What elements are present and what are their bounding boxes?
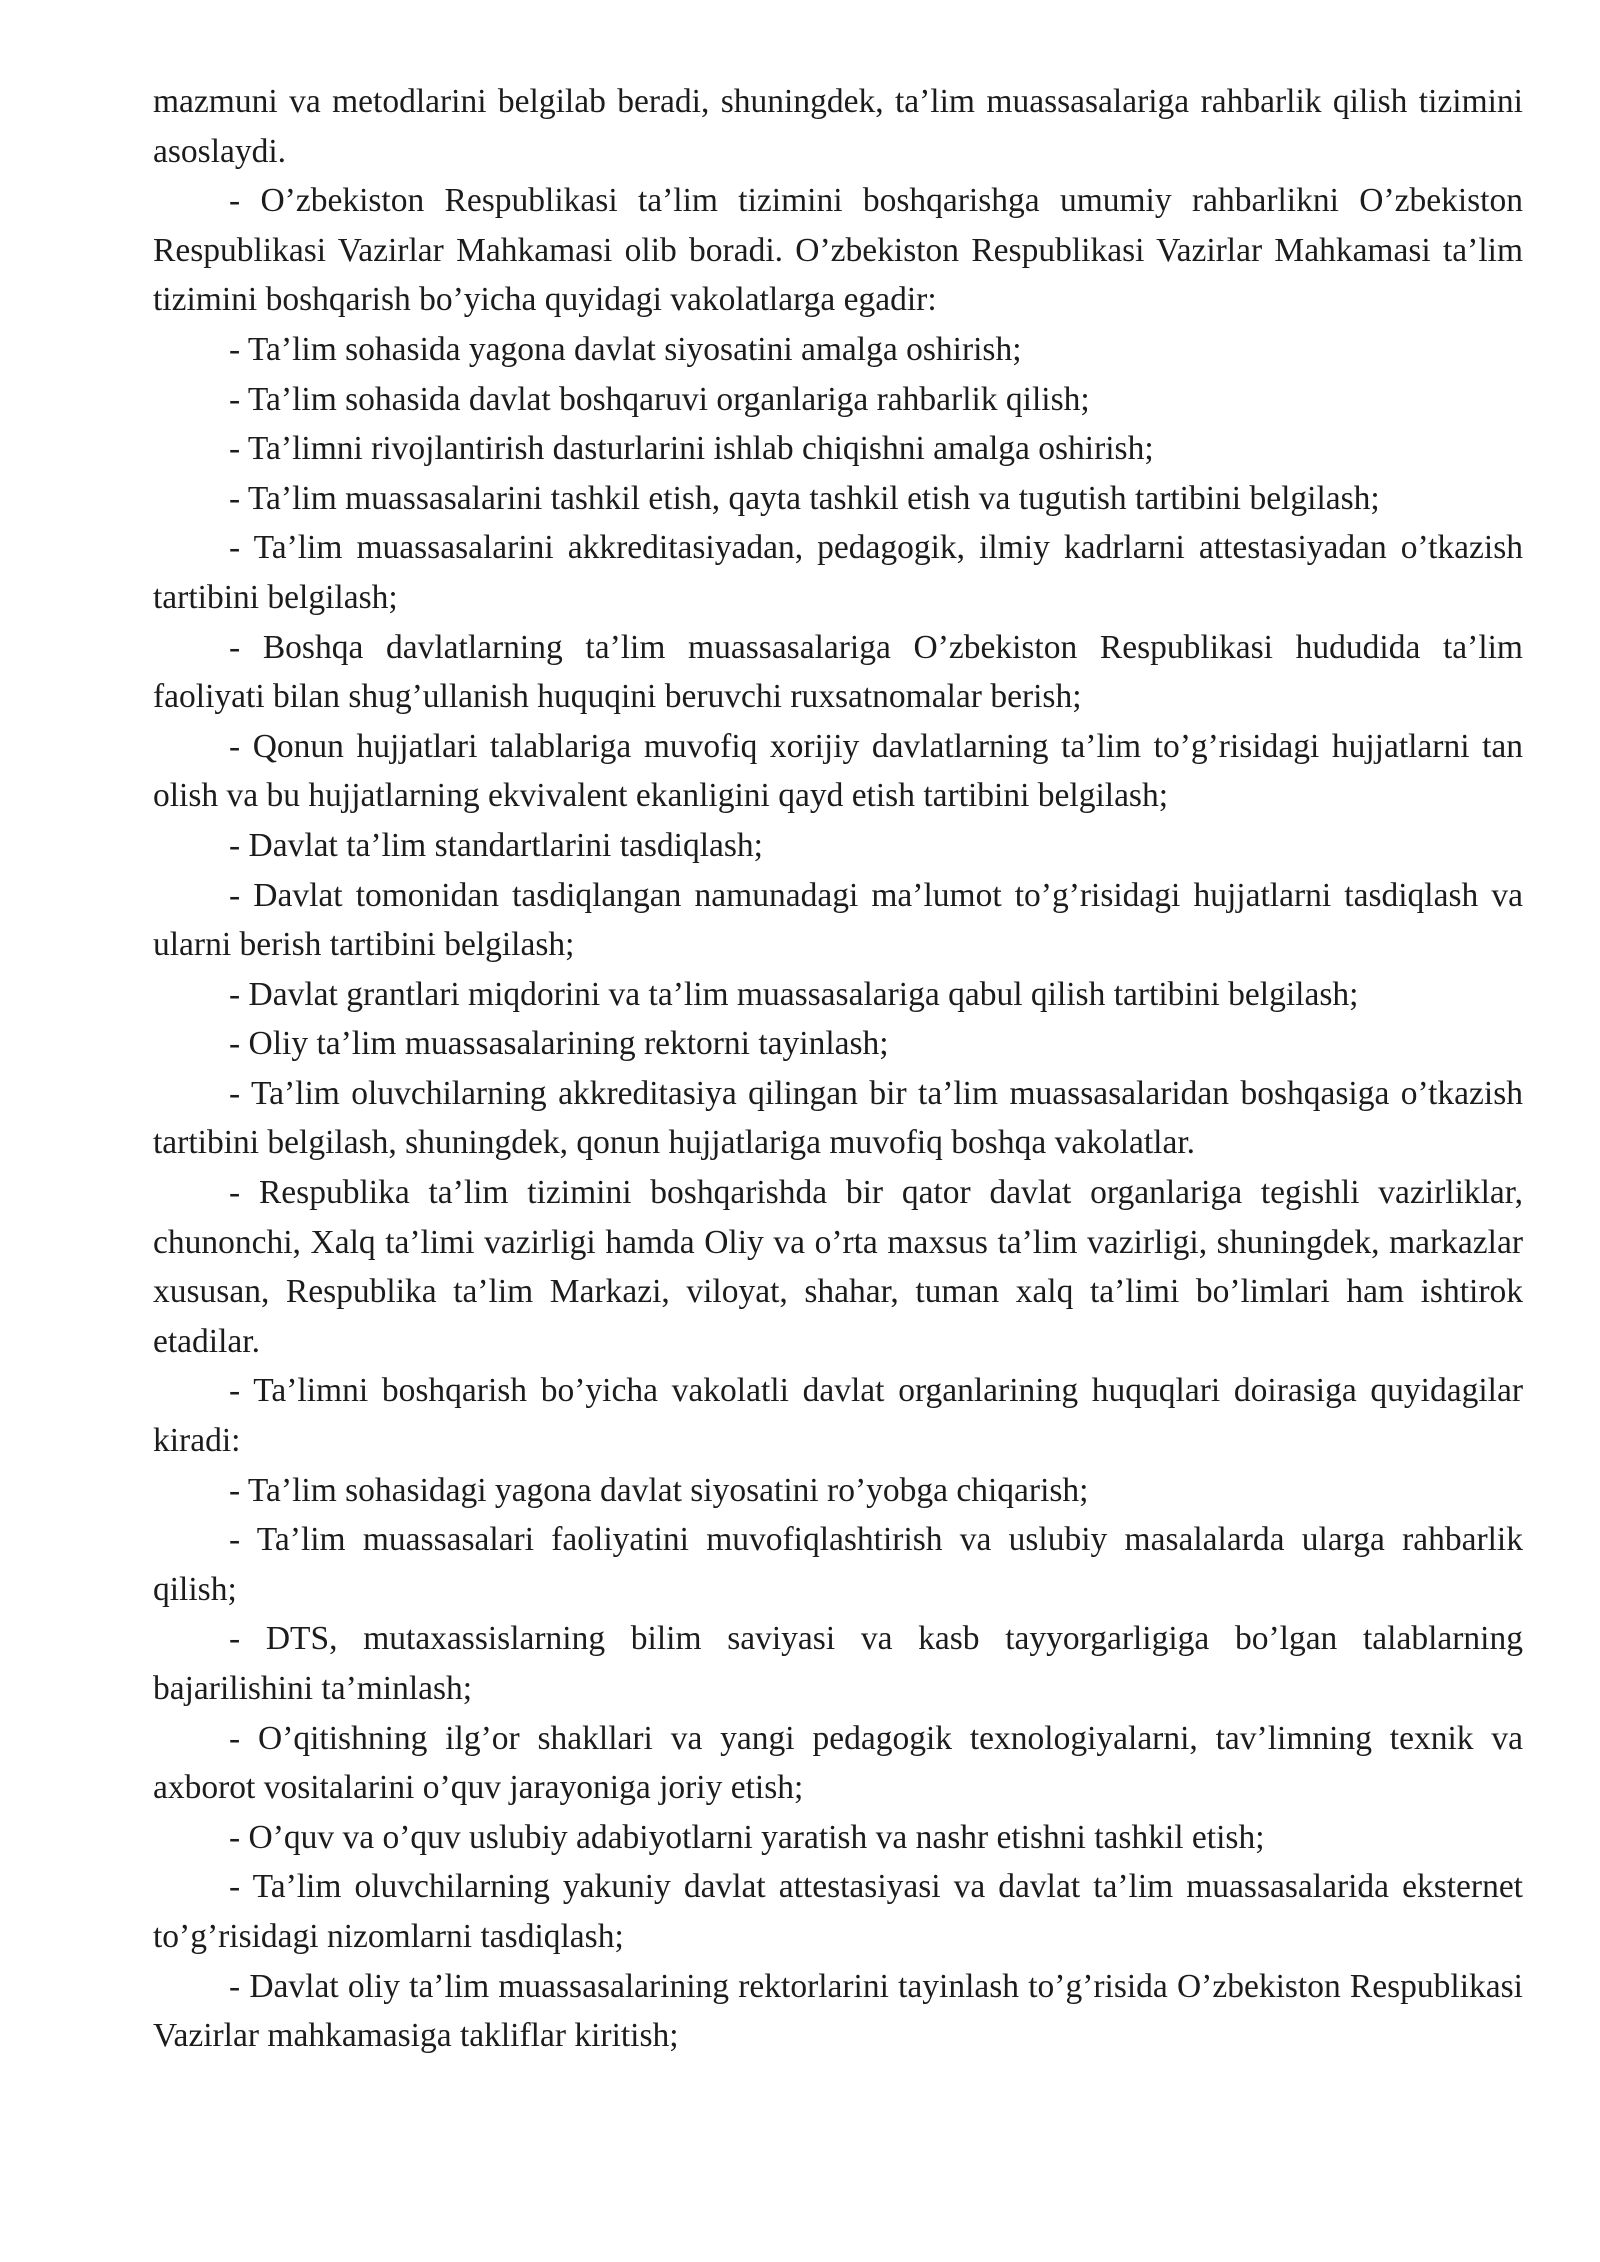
list-item: - Ta’lim muassasalarini tashkil etish, qayta tashkil etish va tugutish tartibini belgilash; xyxy=(229,479,1380,517)
list-item: - DTS, mutaxassislarning bilim saviyasi va kasb tayyorgarligiga bo’lgan talablarning bajarilishini ta’minlash; xyxy=(153,1620,1523,1707)
list-item: - Ta’lim sohasidagi yagona davlat siyosatini ro’yobga chiqarish; xyxy=(229,1471,1089,1509)
list-item: - O’qitishning ilg’or shakllari va yangi pedagogik texnologiyalarni, tav’limning texnik va axborot vositalarini o’quv jarayoniga joriy etish; xyxy=(153,1719,1523,1807)
list-item: - Oliy ta’lim muassasalarining rektorni tayinlash; xyxy=(229,1025,889,1063)
list-item: - Ta’lim oluvchilarning yakuniy davlat attestasiyasi va davlat ta’lim muassasalarida eksternet to’g’risidagi nizomlarni tasdiqlash; xyxy=(153,1868,1523,1955)
list-item: - Ta’lim muassasalarini akkreditasiyadan, pedagogik, ilmiy kadrlarni attestasiyadan o’tkazish tartibini belgilash; xyxy=(153,529,1523,616)
list-item: - Davlat oliy ta’lim muassasalarining rektorlarini tayinlash to’g’risida O’zbekiston Respublikasi Vazirlar mahkamasiga takliflar kiritish; xyxy=(153,1967,1523,2055)
list-item: - Ta’lim muassasalari faoliyatini muvofiqlashtirish va uslubiy masalalarda ularga rahbarlik qilish; xyxy=(153,1521,1523,1608)
list-item: - Ta’limni rivojlantirish dasturlarini ishlab chiqishni amalga oshirish; xyxy=(229,430,1154,468)
document-body xyxy=(153,77,1523,2061)
list-item: - O’quv va o’quv uslubiy adabiyotlarni yaratish va nashr etishni tashkil etish; xyxy=(229,1818,1265,1856)
paragraph: - O’zbekiston Respublikasi ta’lim tizimini boshqarishga umumiy rahbarlikni O’zbekiston Respublikasi Vazirlar Mahkamasi olib boradi. O’zbekiston Respublikasi Vazirlar Mahkamasi ta’lim tizimini boshqarish bo’yicha quyidagi vakolatlarga egadir: xyxy=(153,182,1523,319)
list-item: - Davlat tomonidan tasdiqlangan namunadagi ma’lumot to’g’risidagi hujjatlarni tasdiqlash va ularni berish tartibini belgilash; xyxy=(153,876,1523,964)
list-item: - Ta’lim oluvchilarning akkreditasiya qilingan bir ta’lim muassasalaridan boshqasiga o’tkazish tartibini belgilash, shuningdek, qonun hujjatlariga muvofiq boshqa vakolatlar. xyxy=(153,1074,1523,1162)
list-item: - Qonun hujjatlari talablariga muvofiq xorijiy davlatlarning ta’lim to’g’risidagi hujjatlarni tan olish va bu hujjatlarning ekvivalent ekanligini qayd etish tartibini belgilash; xyxy=(153,727,1523,815)
list-item: - Ta’lim sohasida davlat boshqaruvi organlariga rahbarlik qilish; xyxy=(229,380,1090,418)
list-item: - Davlat grantlari miqdorini va ta’lim muassasalariga qabul qilish tartibini belgilash; xyxy=(229,975,1359,1013)
paragraph: mazmuni va metodlarini belgilab beradi, shuningdek, ta’lim muassasalariga rahbarlik qilish tizimini asoslaydi. xyxy=(153,83,1523,170)
paragraph: - Ta’limni boshqarish bo’yicha vakolatli davlat organlarining huquqlari doirasiga quyidagilar kiradi: xyxy=(153,1372,1523,1460)
list-item: - Ta’lim sohasida yagona davlat siyosatini amalga oshirish; xyxy=(229,330,1022,368)
list-item: - Davlat ta’lim standartlarini tasdiqlash; xyxy=(229,826,763,864)
list-item: - Boshqa davlatlarning ta’lim muassasalariga O’zbekiston Respublikasi hududida ta’lim faoliyati bilan shug’ullanish huquqini beruvchi ruxsatnomalar berish; xyxy=(153,628,1523,716)
paragraph: - Respublika ta’lim tizimini boshqarishda bir qator davlat organlariga tegishli vazirliklar, chunonchi, Xalq ta’limi vazirligi hamda Oliy va o’rta maxsus ta’lim vazirligi, shuningdek, markazlar xususan, Respublika ta’lim Markazi, viloyat, shahar, tuman xalq ta’limi bo’limlari ham ishtirok etadilar. xyxy=(153,1174,1523,1360)
